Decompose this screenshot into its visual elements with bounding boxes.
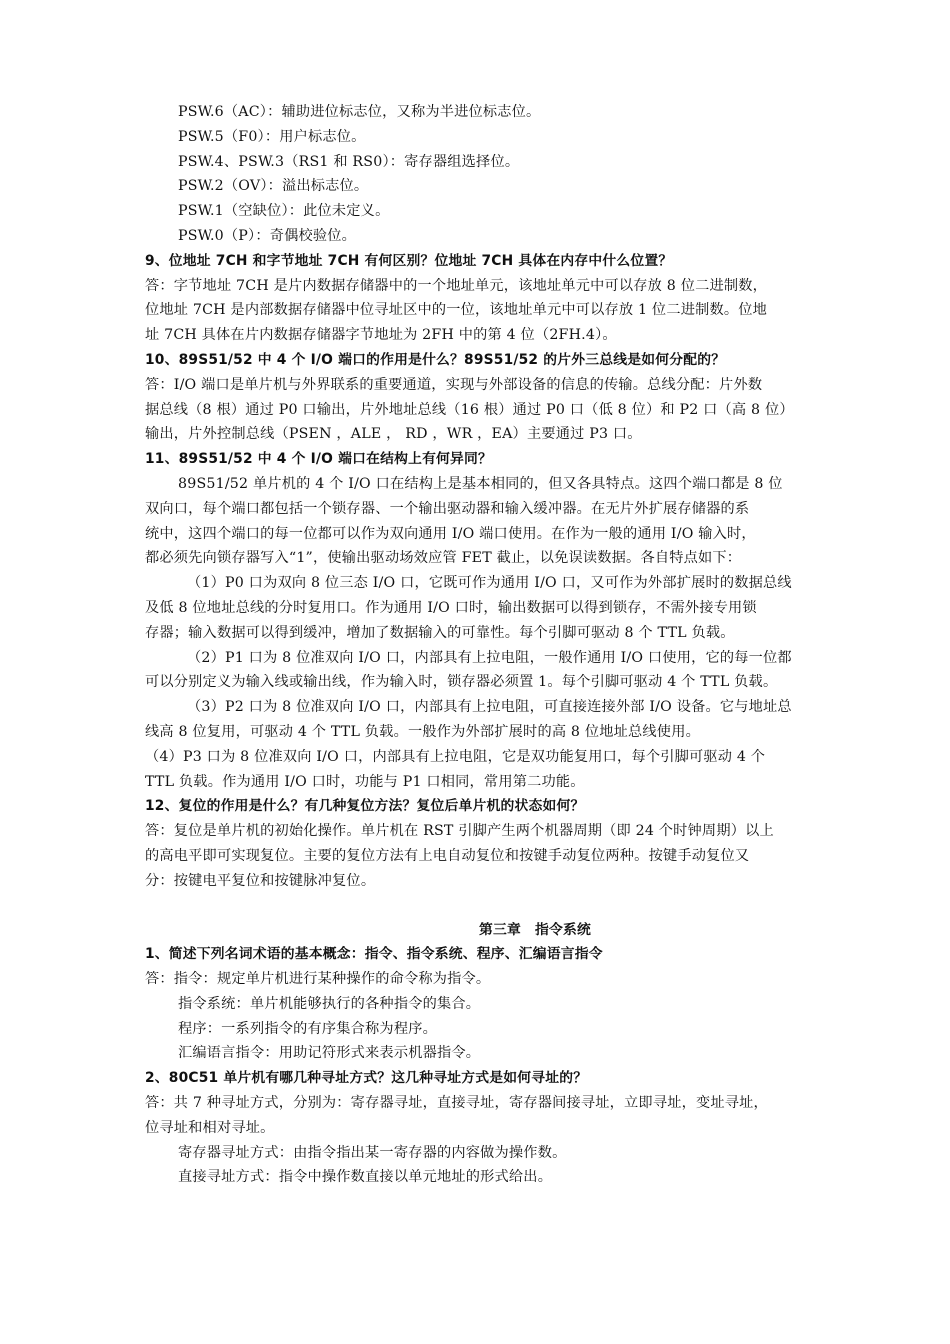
chapter-3-question-2-detail-line: 直接寻址方式：指令中操作数直接以单元地址的形式给出。 <box>178 1169 553 1186</box>
psw-item-2: PSW.2（OV）：溢出标志位。 <box>178 178 369 195</box>
question-12-answer-line: 的高电平即可实现复位。主要的复位方法有上电自动复位和按键手动复位两种。按键手动复位又 <box>145 847 750 864</box>
question-9 <box>145 249 865 348</box>
chapter-3-question-2-detail-line: 寄存器寻址方式：由指令指出某一寄存器的内容做为操作数。 <box>178 1144 567 1161</box>
chapter-3 <box>145 918 865 1191</box>
chapter-3-question-1-answer-line: 答：指令：规定单片机进行某种操作的命令称为指令。 <box>145 971 491 988</box>
question-11 <box>145 447 865 794</box>
question-10 <box>145 348 865 447</box>
p2-description-line: （3）P2 口为 8 位准双向 I/O 口，内部具有上拉电阻，可直接连接外部 I/O 设备。它与地址总 <box>187 699 792 716</box>
question-9-answer-line: 位地址 7CH 是内部数据存储器中位寻址区中的一位，该地址单元中可以存放 1 位二进制数。位地 <box>145 302 768 319</box>
psw-item-0: PSW.0（P）：奇偶校验位。 <box>178 227 357 244</box>
psw-item-6: PSW.6（AC）：辅助进位标志位，又称为半进位标志位。 <box>178 104 541 120</box>
psw-list <box>145 100 865 249</box>
question-10-answer-line: 输出，片外控制总线（PSEN ，ALE ， RD ，WR ，EA）主要通过 P3 口。 <box>145 426 642 443</box>
p3-description-line: （4）P3 口为 8 位准双向 I/O 口，内部具有上拉电阻，它是双功能复用口，每个引脚可驱动 4 个 <box>145 748 766 765</box>
chapter-3-question-2-title: 2、80C51 单片机有哪几种寻址方式？这几种寻址方式是如何寻址的？ <box>145 1070 588 1087</box>
document-page <box>145 100 865 1190</box>
question-9-title: 9、位地址 7CH 和字节地址 7CH 有何区别？位地址 7CH 具体在内存中什么位置？ <box>145 252 673 269</box>
question-12-answer-line: 分：按键电平复位和按键脉冲复位。 <box>145 872 376 889</box>
p0-description-line: 及低 8 位地址总线的分时复用口。作为通用 I/O 口时，输出数据可以得到锁存，不需外接专用锁 <box>145 599 757 616</box>
chapter-3-question-2-answer-line: 答：共 7 种寻址方式，分别为：寄存器寻址，直接寻址，寄存器间接寻址，立即寻址，变址寻址， <box>145 1095 768 1112</box>
p0-description-line: （1）P0 口为双向 8 位三态 I/O 口，它既可作为通用 I/O 口，又可作为外部扩展时的数据总线 <box>187 575 792 592</box>
question-11-title: 11、89S51/52 中 4 个 I/O 端口在结构上有何异同？ <box>145 451 493 468</box>
psw-item-5: PSW.5（F0）：用户标志位。 <box>178 128 366 145</box>
question-11-intro-line: 双向口，每个端口都包括一个锁存器、一个输出驱动器和输入缓冲器。在无片外扩展存储器的系 <box>145 500 750 517</box>
p2-description-line: 线高 8 位复用，可驱动 4 个 TTL 负载。一般作为外部扩展时的高 8 位地址总线使用。 <box>145 723 700 740</box>
question-10-answer-line: 据总线（8 根）通过 P0 口输出，片外地址总线（16 根）通过 P0 口（低 8 位）和 P2 口（高 8 位） <box>145 401 794 418</box>
p3-description-line: TTL 负载。作为通用 I/O 口时，功能与 P1 口相同，常用第二功能。 <box>145 773 585 790</box>
question-10-answer-line: 答：I/O 端口是单片机与外界联系的重要通道，实现与外部设备的信息的传输。总线分配：片外数 <box>145 376 763 393</box>
chapter-3-question-1-answer-line: 汇编语言指令：用助记符形式来表示机器指令。 <box>178 1045 481 1062</box>
p1-description-line: 可以分别定义为输入线或输出线，作为输入时，锁存器必须置 1。每个引脚可驱动 4 个 TTL 负载。 <box>145 674 778 691</box>
psw-item-1: PSW.1（空缺位）：此位未定义。 <box>178 203 390 220</box>
question-11-intro-line: 统中，这四个端口的每一位都可以作为双向通用 I/O 端口使用。在作为一般的通用 I/O 输入时， <box>145 525 756 542</box>
question-10-title: 10、89S51/52 中 4 个 I/O 端口的作用是什么？89S51/52 的片外三总线是如何分配的？ <box>145 351 726 368</box>
question-9-answer-line: 答：字节地址 7CH 是片内数据存储器中的一个地址单元，该地址单元中可以存放 8 位二进制数， <box>145 277 768 294</box>
question-9-answer-line: 址 7CH 具体在片内数据存储器字节地址为 2FH 中的第 4 位（2FH.4）。 <box>145 327 617 344</box>
chapter-3-question-1-answer-line: 指令系统：单片机能够执行的各种指令的集合。 <box>178 995 481 1012</box>
question-12 <box>145 794 865 893</box>
question-12-title: 12、复位的作用是什么？有几种复位方法？复位后单片机的状态如何？ <box>145 798 585 815</box>
section-spacer <box>145 894 865 918</box>
p1-description-line: （2）P1 口为 8 位准双向 I/O 口，内部具有上拉电阻，一般作通用 I/O 口使用，它的每一位都 <box>187 649 792 666</box>
question-12-answer-line: 答：复位是单片机的初始化操作。单片机在 RST 引脚产生两个机器周期（即 24 个时钟周期）以上 <box>145 823 774 840</box>
chapter-3-question-1-title: 1、简述下列名词术语的基本概念：指令、指令系统、程序、汇编语言指令 <box>145 946 603 963</box>
question-11-intro-line: 都必须先向锁存器写入“1”，使输出驱动场效应管 FET 截止，以免误读数据。各自特点如下： <box>145 550 742 567</box>
p0-description-line: 存器；输入数据可以得到缓冲，增加了数据输入的可靠性。每个引脚可驱动 8 个 TTL 负载。 <box>145 624 735 641</box>
chapter-3-question-2-answer-line: 位寻址和相对寻址。 <box>145 1119 275 1136</box>
chapter-3-question-1-answer-line: 程序：一系列指令的有序集合称为程序。 <box>178 1020 437 1037</box>
question-11-intro-line: 89S51/52 单片机的 4 个 I/O 口在结构上是基本相同的，但又各具特点。这四个端口都是 8 位 <box>178 475 783 492</box>
chapter-title: 第三章 指令系统 <box>479 921 591 938</box>
psw-item-4-3: PSW.4、PSW.3（RS1 和 RS0）：寄存器组选择位。 <box>178 153 520 170</box>
